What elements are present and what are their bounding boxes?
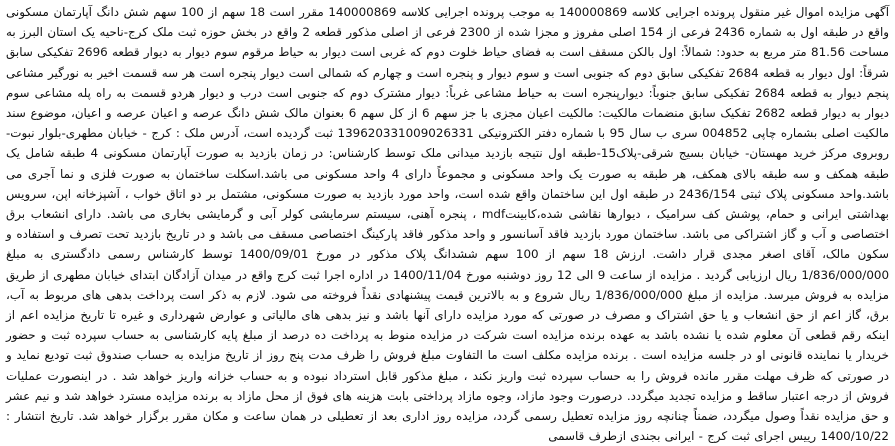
auction-notice-text: آگهی مزایده اموال غیر منقول پرونده اجرایی کلاسه 140000869 به موجب پرونده اجرایی کلاسه 140000869 مقرر است 18 سهم از 100 سهم شش دانگ آپارتمان مسکونی واقع در طبقه اول به شماره 2436 فرعی از 154 اصلی مفروز و مجزا شده از 2300 فرعی از اصلی مذکور قطعه 2 واقع در بخش حوزه ثبت ملک کرج-ناحیه یک استان البرز به مساحت 81.56 متر مربع به حدود: شمالاً: اول بالکن مسقف است به فضای حیاط خلوت دوم که غربی است دیوار به حیاط مرقوم سوم دیوار به دیوار قطعه 2696 تفکیکی سابق شرقاً: اول دیوار به قطعه 2684 تفکیکی سابق دوم که جنوبی است و سوم دیوار و پنجره است و چهارم که شمالی است دیوار پنجره است هر سه قسمت اخیر به نورگیر مشاعی پنجم دیوار به قطعه 2684 تفکیکی سابق جنوباً: دیوارپنجره است به حیاط مشاعی غرباً: دیوار مشترک دوم که جنوبی است درب و دیوار هردو قسمت به راه پله مشاعی سوم دیوار به دیوار قطعه 2682 تفکیک سابق منضمات مالکیت: مالکیت اعیان مجزی با جز سهم 6 از کل سهم 6 بعنوان مالک شش دانگ عرصه و اعیان عرصه و اعیان، موضوع سند مالکیت اصلی بشماره چاپی 004852 سری ب سال 95 با شماره دفتر الکترونیکی 139620331009026331 ثبت گردیده است، آدرس ملک : کرج - خیابان مطهری-بلوار نبوت-روبروی مرکز خرید مهستان- خیابان بسیج شرقی-پلاک15-طبقه اول نتیجه بازدید میدانی ملک توسط کارشناس: در زمان بازدید به صورت آپارتمان مسکونی 4 طبقه شامل یک طبقه همکف و سه طبقه بالای همکف، هر طبقه به صورت یک واحد مسکونی و مجموعاً دارای 4 واحد مسکونی می باشد.اسکلت ساختمان به صورت فلزی و نما آجری می باشد.واحد مسکونی پلاک ثبتی 2436/154 در طبقه اول این ساختمان واقع شده است، واحد مورد بازدید به صورت مسکونی، مشتمل بر دو اتاق خواب ، آشپزخانه اپن، سرویس بهداشتی ایرانی و حمام، پوشش کف سرامیک ، دیوارها نقاشی شده،کابینتmdf ، پنجره آهنی، سیستم سرمایشی کولر آبی و گرمایشی بخاری می باشد. دارای انشعاب برق اختصاصی و آب و گاز اشتراکی می باشد. ساختمان مورد بازدید فاقد آسانسور و واحد مذکور فاقد پارکینگ اختصاصی مسقف می باشد و در تاریخ بازدید تحت تصرف و استفاده و سکون مالک، آقای اصغر مجدی قرار داشت. ارزش 18 سهم از 100 سهم ششدانگ پلاک مذکور در مورخ 1400/09/01 توسط کارشناس رسمی دادگستری به مبلغ 1/836/000/000 ریال ارزیابی گردید . مزایده از ساعت 9 الی 12 روز دوشنبه مورخ 1400/11/04 در اداره اجرا ثبت کرج واقع در میدان آزادگان ابتدای خیابان مطهری از طریق مزایده به فروش میرسد. مزایده از مبلغ 1/836/000/000 ریال شروع و به بالاترین قیمت پیشنهادی نقداً فروخته می شود. لازم به ذکر است پرداخت بدهی های مربوط به آب، برق، گاز اعم از حق انشعاب و یا حق اشتراک و مصرف در صورتی که مورد مزایده دارای آنها باشد و نیز بدهی های مالیاتی و عوارض شهرداری و غیره تا تاریخ مزایده اعم از اینکه رقم قطعی آن معلوم شده یا نشده باشد به عهده برنده مزایده است شرکت در مزایده منوط به پرداخت ده درصد از مبلغ پایه کارشناسی به حساب سپرده ثبت و حضور خریدار یا نماینده قانونی او در جلسه مزایده است . برنده مزایده مکلف است ما التفاوت مبلغ فروش را ظرف مدت پنج روز از تاریخ مزایده به حساب صندوق ثبت تودیع نماید و در صورتی که ظرف مهلت مقرر مانده فروش را به حساب سپرده ثبت واریز نکند ، مبلغ مذکور قابل استرداد نبوده و به حساب خزانه واریز خواهد شد . در اینصورت عملیات فروش از درجه اعتبار ساقط و مزایده تجدید میگردد. درصورت وجود مازاد، وجوه مازاد پرداختی بابت هزینه های فوق از محل مازاد به برنده مزایده مسترد خواهد شد و نیم عشر و حق مزایده نقداً وصول میگردد، ضمناً چنانچه روز مزایده تعطیل رسمی گردد، مزایده روز اداری بعد از تعطیلی در همان ساعت و مکان مقرر برگزار خواهد شد. تاریخ انتشار : 1400/10/22 رییس اجرای ثبت کرج - ایرانی بجندی ازطرف قاسمی (6, 5, 890, 444)
